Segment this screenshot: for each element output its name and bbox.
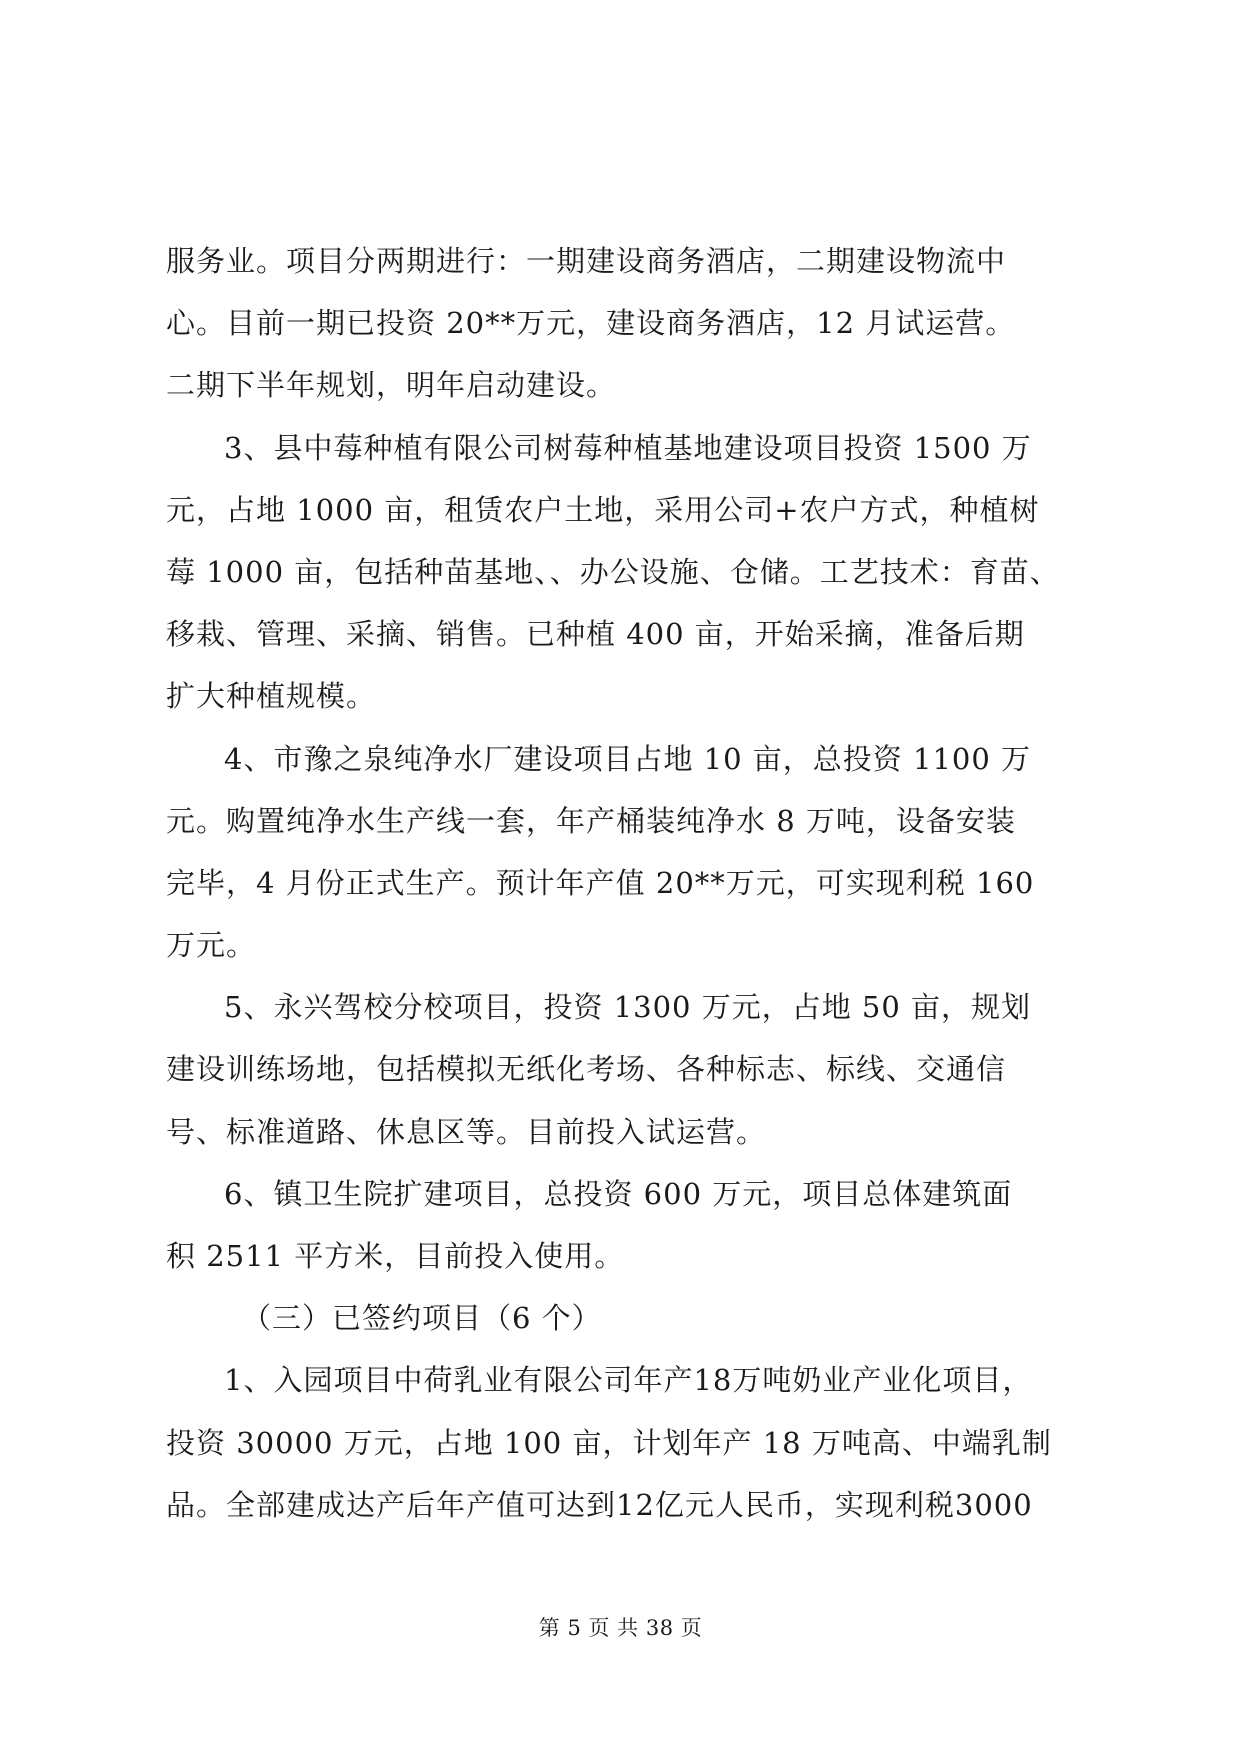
text-line: 元。购置纯净水生产线一套，年产桶装纯净水 8 万吨，设备安装: [166, 803, 1016, 838]
text-line: 万元。: [166, 928, 257, 963]
text-line: 建设训练场地，包括模拟无纸化考场、各种标志、标线、交通信: [166, 1052, 1007, 1087]
paragraph-start-line: 1、入园项目中荷乳业有限公司年产18万吨奶业产业化项目，: [224, 1363, 1033, 1398]
text-line: 心。目前一期已投资 20**万元，建设商务酒店，12 月试运营。: [166, 306, 1016, 341]
paragraph-start-line: 6、镇卫生院扩建项目，总投资 600 万元，项目总体建筑面: [224, 1176, 1013, 1211]
paragraph-start-line: 5、永兴驾校分校项目，投资 1300 万元，占地 50 亩，规划: [224, 990, 1032, 1025]
text-line: 积 2511 平方米，目前投入使用。: [166, 1239, 625, 1273]
text-line: 扩大种植规模。: [166, 679, 377, 714]
paragraph-start-line: 4、市豫之泉纯净水厂建设项目占地 10 亩，总投资 1100 万: [224, 741, 1032, 776]
text-line: 品。全部建成达产后年产值可达到12亿元人民币，实现利税3000: [166, 1487, 1033, 1522]
section-heading: （三）已签约项目（6 个）: [242, 1301, 602, 1336]
text-line: 服务业。项目分两期进行：一期建设商务酒店，二期建设物流中: [166, 244, 1007, 278]
paragraph-start-line: 3、县中莓种植有限公司树莓种植基地建设项目投资 1500 万: [224, 430, 1032, 465]
text-line: 号、标准道路、休息区等。目前投入试运营。: [166, 1114, 767, 1149]
page-footer: [0, 1612, 1241, 1642]
text-line: 投资 30000 万元，占地 100 亩，计划年产 18 万吨高、中端乳制: [166, 1425, 1052, 1460]
text-line: 莓 1000 亩，包括种苗基地、、办公设施、仓储。工艺技术：育苗、: [166, 554, 1060, 589]
text-line: 移栽、管理、采摘、销售。已种植 400 亩，开始采摘，准备后期: [166, 617, 1025, 652]
text-line: 二期下半年规划，明年启动建设。: [166, 368, 617, 403]
page-number: 第 5 页 共 38 页: [538, 1616, 703, 1640]
text-line: 元，占地 1000 亩，租赁农户土地，采用公司+农户方式，种植树: [166, 492, 1040, 527]
document-body: [166, 230, 1086, 1536]
text-line: 完毕，4 月份正式生产。预计年产值 20**万元，可实现利税 160: [166, 865, 1035, 900]
